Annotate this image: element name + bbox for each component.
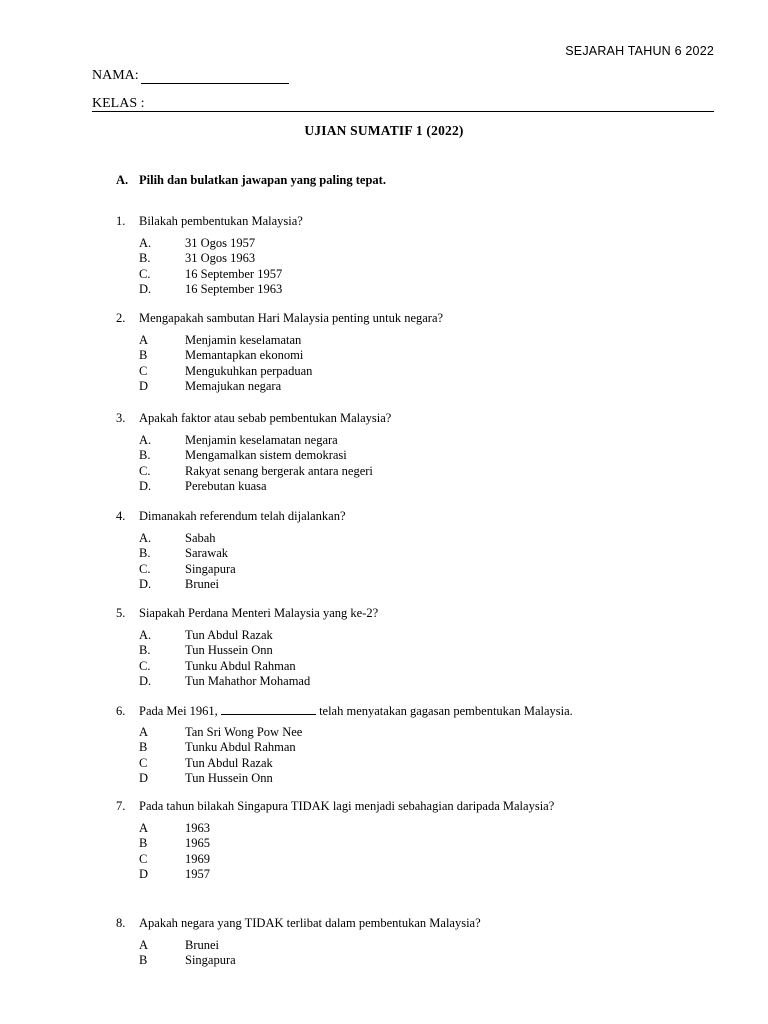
option-letter: B: [139, 348, 148, 363]
option-c[interactable]: [139, 267, 303, 282]
option-text: Mengamalkan sistem demokrasi: [185, 448, 347, 463]
option-letter: B.: [139, 251, 151, 266]
question-text: Apakah faktor atau sebab pembentukan Malaysia?: [139, 411, 392, 425]
question-text-before: Pada Mei 1961,: [139, 704, 218, 718]
subject-header: SEJARAH TAHUN 6 2022: [565, 44, 714, 58]
option-text: Singapura: [185, 561, 236, 576]
option-b[interactable]: [139, 836, 554, 851]
option-letter: B.: [139, 448, 151, 463]
answer-blank[interactable]: [221, 703, 316, 715]
question-text: Bilakah pembentukan Malaysia?: [139, 214, 303, 228]
option-d[interactable]: [139, 379, 443, 394]
option-letter: D: [139, 378, 149, 393]
question-5: [116, 606, 378, 689]
option-a[interactable]: [139, 531, 346, 546]
question-number: 6.: [116, 704, 126, 718]
option-c[interactable]: [139, 562, 346, 577]
question-6: [116, 703, 573, 786]
option-d[interactable]: [139, 479, 391, 494]
option-text: Memajukan negara: [185, 378, 282, 393]
option-text: Rakyat senang bergerak antara negeri: [185, 463, 373, 478]
nama-field: [92, 68, 289, 84]
option-letter: C: [139, 851, 148, 866]
option-b[interactable]: [139, 251, 303, 266]
option-letter: B: [139, 836, 148, 851]
question-number: 3.: [116, 411, 126, 425]
question-text: Siapakah Perdana Menteri Malaysia yang ke-2?: [139, 606, 379, 620]
option-letter: C.: [139, 658, 151, 673]
option-letter: B.: [139, 643, 151, 658]
option-letter: A.: [139, 433, 152, 447]
question-text: Dimanakah referendum telah dijalankan?: [139, 509, 346, 523]
option-a[interactable]: [139, 725, 573, 740]
option-b[interactable]: [139, 448, 391, 463]
option-letter: A: [139, 725, 149, 739]
option-b[interactable]: [139, 953, 481, 968]
option-text: Tun Hussein Onn: [185, 770, 273, 785]
option-text: 1957: [185, 866, 210, 881]
option-letter: B.: [139, 546, 151, 561]
option-b[interactable]: [139, 348, 443, 363]
option-text: Sabah: [185, 531, 216, 545]
question-number: 1.: [116, 214, 126, 228]
option-letter: A: [139, 938, 149, 952]
section-letter: A.: [116, 173, 129, 187]
option-text: 31 Ogos 1963: [185, 251, 256, 266]
question-text-after: telah menyatakan gagasan pembentukan Malaysia.: [319, 704, 573, 718]
header-rule: [92, 111, 714, 112]
option-a[interactable]: [139, 938, 481, 953]
question-text: Pada tahun bilakah Singapura TIDAK lagi menjadi sebahagian daripada Malaysia?: [139, 799, 555, 813]
option-b[interactable]: [139, 643, 378, 658]
option-text: Tun Abdul Razak: [185, 755, 273, 770]
option-text: Memantapkan ekonomi: [185, 348, 304, 363]
option-c[interactable]: [139, 364, 443, 379]
option-text: Tun Mahathor Mohamad: [185, 673, 311, 688]
option-letter: D.: [139, 673, 152, 688]
question-number: 2.: [116, 311, 126, 325]
option-d[interactable]: [139, 577, 346, 592]
option-letter: C.: [139, 463, 151, 478]
option-text: 1969: [185, 851, 210, 866]
question-number: 8.: [116, 916, 126, 930]
option-letter: C.: [139, 266, 151, 281]
question-text: Mengapakah sambutan Hari Malaysia penting untuk negara?: [139, 311, 444, 325]
page-title: UJIAN SUMATIF 1 (2022): [304, 123, 464, 138]
option-c[interactable]: [139, 756, 573, 771]
nama-label: NAMA:: [92, 68, 139, 83]
option-letter: D.: [139, 281, 152, 296]
option-d[interactable]: [139, 771, 573, 786]
question-number: 4.: [116, 509, 126, 523]
option-text: Perebutan kuasa: [185, 478, 267, 493]
option-c[interactable]: [139, 464, 391, 479]
option-b[interactable]: [139, 740, 573, 755]
option-letter: D: [139, 866, 149, 881]
nama-blank[interactable]: [141, 69, 289, 84]
option-text: 16 September 1957: [185, 266, 283, 281]
option-letter: B: [139, 953, 148, 968]
option-text: Tun Hussein Onn: [185, 643, 273, 658]
option-text: Tunku Abdul Rahman: [185, 740, 296, 755]
option-text: Tun Abdul Razak: [185, 628, 273, 642]
question-text: Apakah negara yang TIDAK terlibat dalam pembentukan Malaysia?: [139, 916, 481, 930]
option-text: 1965: [185, 836, 210, 851]
section-instruction: Pilih dan bulatkan jawapan yang paling tepat.: [139, 173, 386, 187]
option-c[interactable]: [139, 852, 554, 867]
option-text: Menjamin keselamatan negara: [185, 433, 338, 447]
option-c[interactable]: [139, 659, 378, 674]
question-number: 7.: [116, 799, 126, 813]
option-letter: C.: [139, 561, 151, 576]
option-letter: C: [139, 363, 148, 378]
option-text: 31 Ogos 1957: [185, 236, 256, 250]
option-text: Tunku Abdul Rahman: [185, 658, 296, 673]
option-b[interactable]: [139, 546, 346, 561]
option-letter: A: [139, 821, 149, 835]
option-text: 16 September 1963: [185, 281, 283, 296]
option-text: Brunei: [185, 576, 220, 591]
option-text: 1963: [185, 821, 210, 835]
question-2: [116, 311, 443, 394]
option-letter: D.: [139, 478, 152, 493]
option-letter: A: [139, 333, 149, 347]
question-8: [116, 916, 481, 969]
question-7: [116, 799, 554, 882]
option-d[interactable]: [139, 282, 303, 297]
option-letter: D.: [139, 576, 152, 591]
option-a[interactable]: [139, 333, 443, 348]
option-text: Brunei: [185, 938, 220, 952]
option-a[interactable]: [139, 628, 378, 643]
question-4: [116, 509, 346, 592]
section-a-instruction: [116, 173, 386, 188]
question-1: [116, 214, 303, 297]
option-letter: C: [139, 755, 148, 770]
option-letter: A.: [139, 531, 152, 545]
option-d[interactable]: [139, 867, 554, 882]
kelas-blank[interactable]: [147, 97, 295, 112]
option-a[interactable]: [139, 433, 391, 448]
option-text: Sarawak: [185, 546, 229, 561]
option-letter: A.: [139, 628, 152, 642]
option-text: Menjamin keselamatan: [185, 333, 302, 347]
option-a[interactable]: [139, 821, 554, 836]
option-letter: D: [139, 770, 149, 785]
kelas-field: [92, 96, 295, 112]
option-text: Singapura: [185, 953, 236, 968]
question-3: [116, 411, 391, 494]
option-letter: B: [139, 740, 148, 755]
kelas-label: KELAS :: [92, 96, 145, 111]
option-d[interactable]: [139, 674, 378, 689]
option-text: Tan Sri Wong Pow Nee: [185, 725, 303, 739]
question-number: 5.: [116, 606, 126, 620]
option-text: Mengukuhkan perpaduan: [185, 363, 313, 378]
option-letter: A.: [139, 236, 152, 250]
option-a[interactable]: [139, 236, 303, 251]
